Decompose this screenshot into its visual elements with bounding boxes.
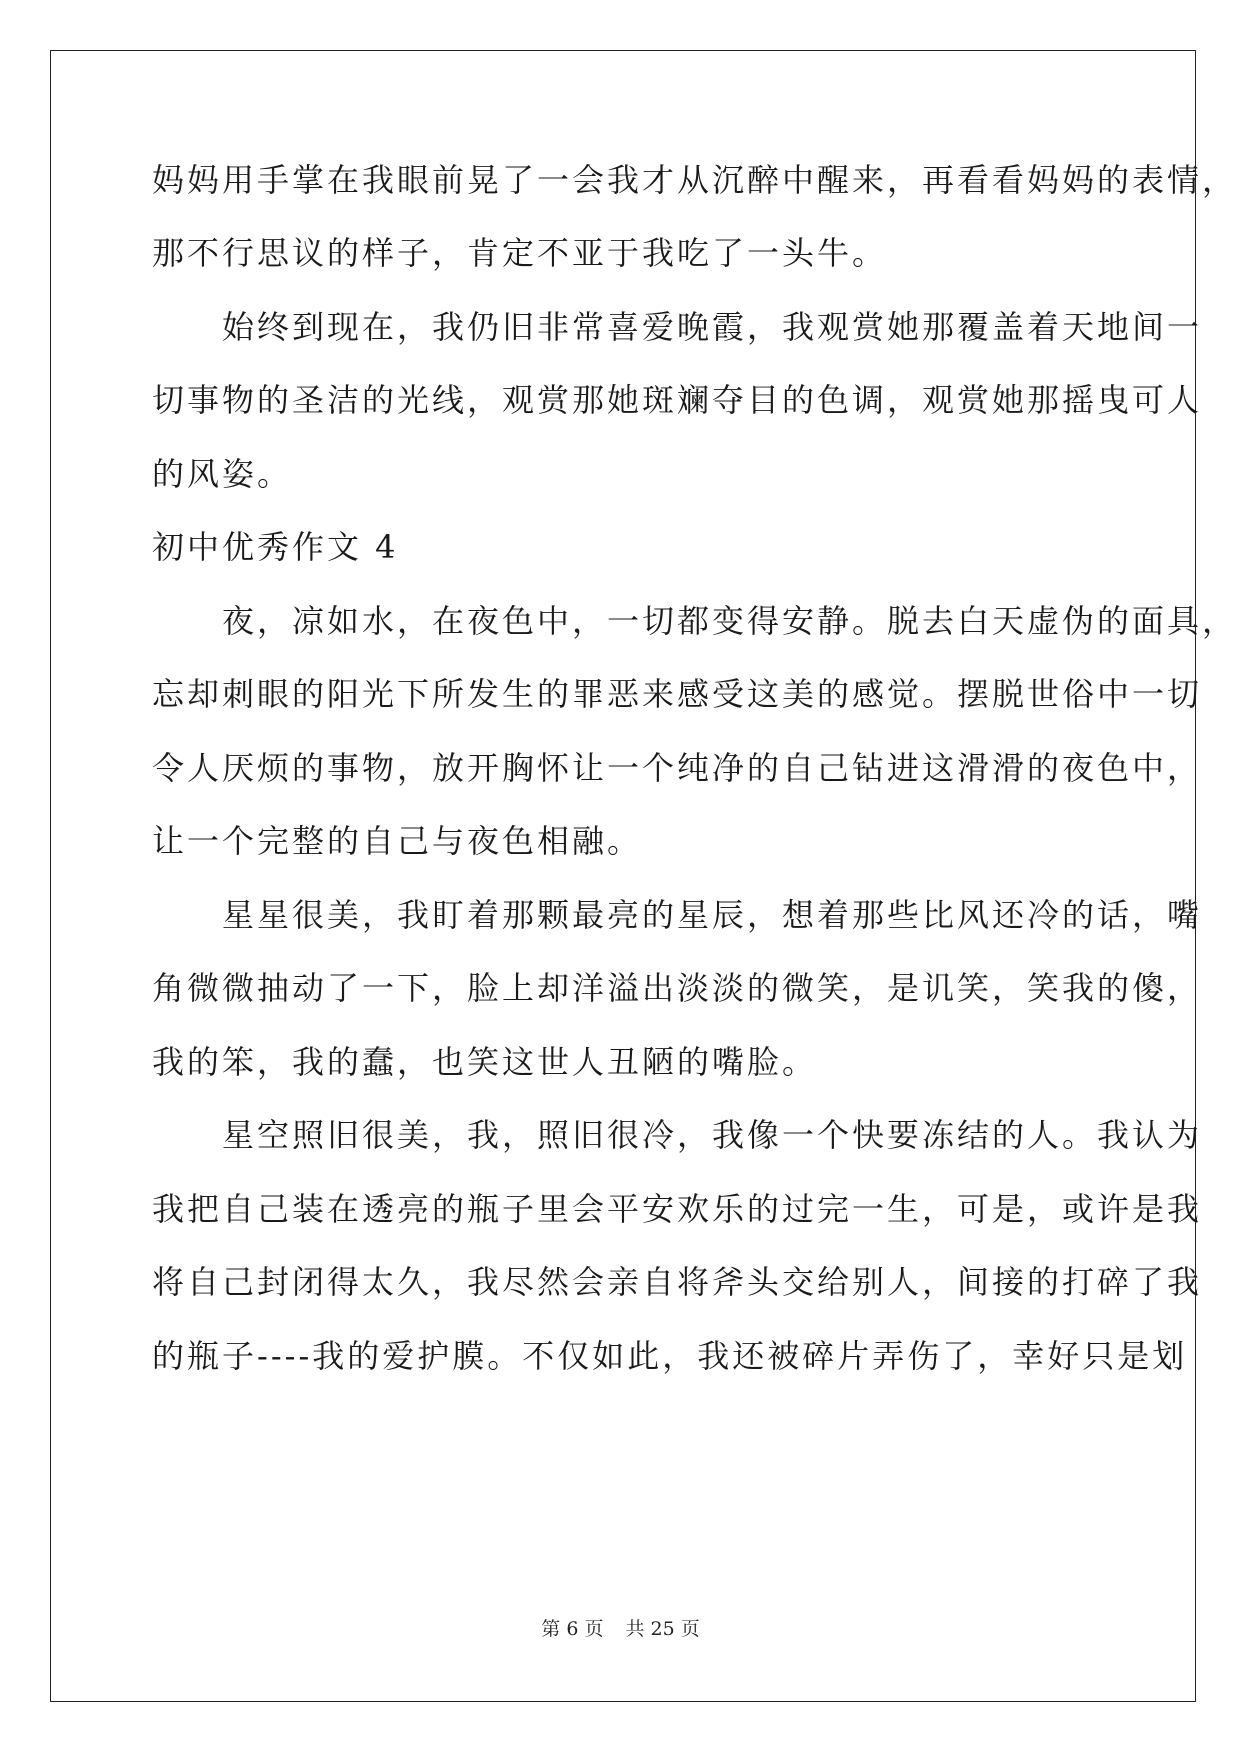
text-line: 始终到现在，我仍旧非常喜爱晚霞，我观赏她那覆盖着天地间一 bbox=[152, 308, 1203, 346]
text-line: 将自己封闭得太久，我尽然会亲自将斧头交给别人，间接的打碎了我 bbox=[152, 1263, 1203, 1301]
text-line: 我把自己装在透亮的瓶子里会平安欢乐的过完一生，可是，或许是我 bbox=[152, 1190, 1203, 1228]
text-line: 那不行思议的样子，肯定不亚于我吃了一头牛。 bbox=[152, 234, 888, 272]
text-line: 妈妈用手掌在我眼前晃了一会我才从沉醉中醒来，再看看妈妈的表情， bbox=[152, 161, 1238, 199]
text-line: 星星很美，我盯着那颗最亮的星辰，想着那些比风还冷的话，嘴 bbox=[152, 896, 1203, 934]
page-number: 第 6 页 bbox=[541, 1618, 604, 1640]
text-line: 忘却刺眼的阳光下所发生的罪恶来感受这美的感觉。摆脱世俗中一切 bbox=[152, 675, 1203, 713]
text-line: 星空照旧很美，我，照旧很冷，我像一个快要冻结的人。我认为 bbox=[152, 1116, 1203, 1154]
page-footer bbox=[0, 1617, 1241, 1641]
text-line: 的瓶子----我的爱护膜。不仅如此，我还被碎片弄伤了，幸好只是划 bbox=[152, 1337, 1188, 1375]
text-line: 我的笨，我的蠢，也笑这世人丑陋的嘴脸。 bbox=[152, 1043, 818, 1081]
text-line: 的风姿。 bbox=[152, 455, 293, 493]
text-line: 角微微抽动了一下，脸上却洋溢出淡淡的微笑，是讥笑，笑我的傻， bbox=[152, 969, 1203, 1007]
text-line: 夜，凉如水，在夜色中，一切都变得安静。脱去白天虚伪的面具， bbox=[152, 602, 1238, 640]
page-border bbox=[50, 50, 1196, 1702]
section-heading: 初中优秀作文 4 bbox=[152, 528, 399, 566]
text-line: 令人厌烦的事物，放开胸怀让一个纯净的自己钻进这滑滑的夜色中， bbox=[152, 749, 1203, 787]
text-line: 让一个完整的自己与夜色相融。 bbox=[152, 822, 643, 860]
page-total: 共 25 页 bbox=[625, 1618, 700, 1640]
text-line: 切事物的圣洁的光线，观赏那她斑斓夺目的色调，观赏她那摇曳可人 bbox=[152, 381, 1203, 419]
